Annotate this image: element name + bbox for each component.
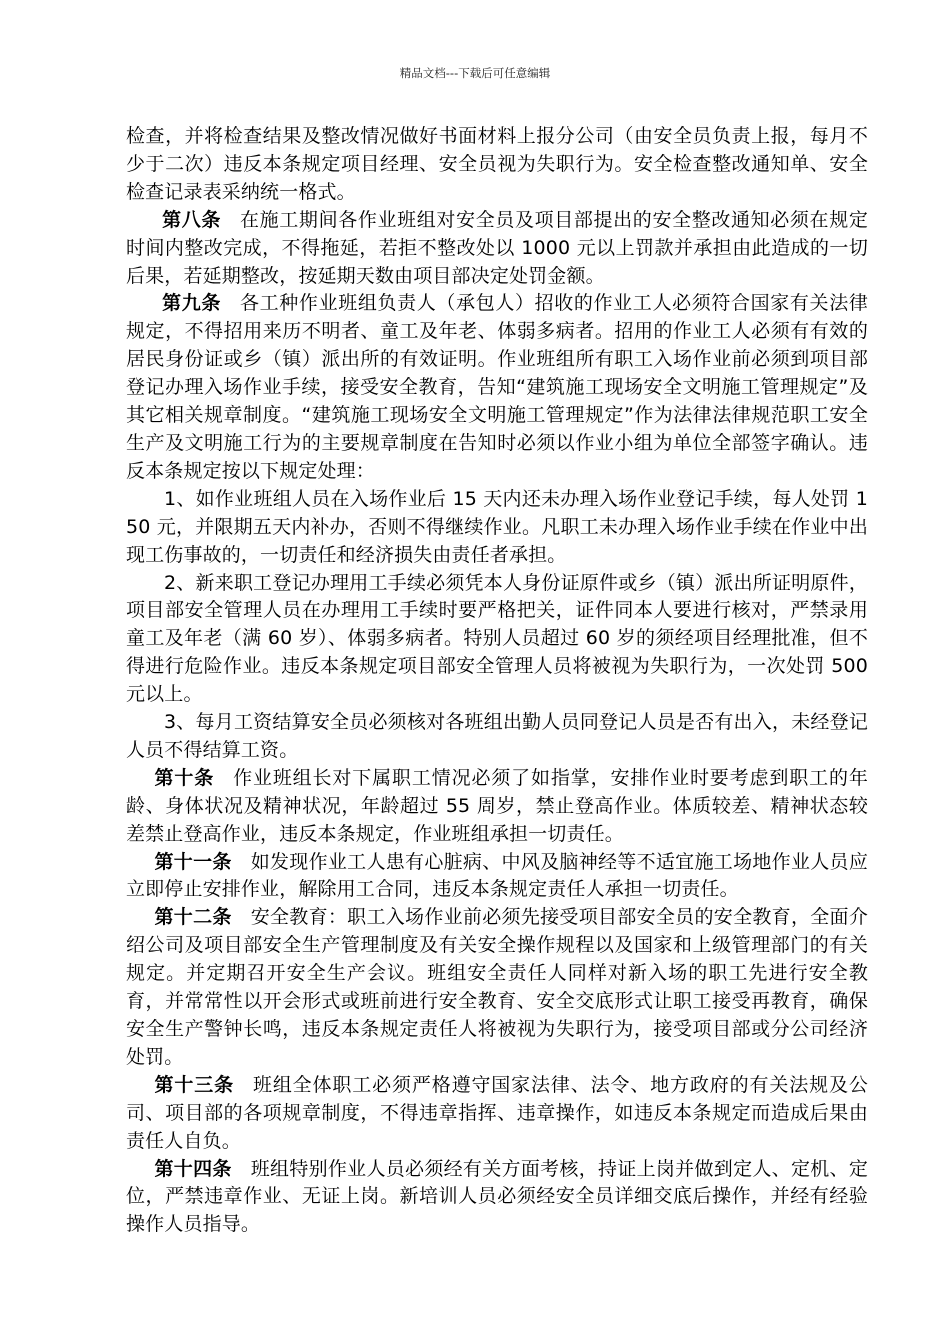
article-text: 作业班组长对下属职工情况必须了如指掌，安排作业时要考虑到职工的年龄、身体状况及精神状况，年龄超过 55 周岁，禁止登高作业。体质较差、精神状态较差禁止登高作业，违反本条规定，作业班组承担一切责任。 xyxy=(126,766,868,845)
article-text: 班组特别作业人员必须经有关方面考核，持证上岗并做到定人、定机、定位，严禁违章作业、无证上岗。新培训人员必须经安全员详细交底后操作，并经有经验操作人员指导。 xyxy=(126,1157,868,1236)
clause-3 xyxy=(126,709,868,765)
clause-text: 2、新来职工登记办理用工手续必须凭本人身份证原件或乡（镇）派出所证明原件，项目部安全管理人员在办理用工手续时要严格把关，证件同本人要进行核对，严禁录用童工及年老（满 60 岁）、体弱多病者。特别人员超过 60 岁的须经项目经理批准，但不得进行危险作业。违反本条规定项目部安全管理人员将被视为失职行为，一次处罚 500 元以上。 xyxy=(126,571,868,706)
article-text: 如发现作业工人患有心脏病、中风及脑神经等不适宜施工场地作业人员应立即停止安排作业，解除用工合同，违反本条规定责任人承担一切责任。 xyxy=(126,850,868,901)
article-label: 第八条 xyxy=(162,208,222,231)
paragraph-text: 检查，并将检查结果及整改情况做好书面材料上报分公司（由安全员负责上报，每月不少于二次）违反本条规定项目经理、安全员视为失职行为。安全检查整改通知单、安全检查记录表采纳统一格式。 xyxy=(126,125,868,203)
page-header: 精品文档---下载后可任意编辑 xyxy=(399,66,551,80)
article-8 xyxy=(126,207,868,291)
article-text: 班组全体职工必须严格遵守国家法律、法令、地方政府的有关法规及公司、项目部的各项规章制度，不得违章指挥、违章操作，如违反本条规定而造成后果由责任人自负。 xyxy=(126,1073,868,1152)
document-body xyxy=(126,123,868,1239)
article-13 xyxy=(126,1072,868,1156)
article-11 xyxy=(126,849,868,905)
article-9 xyxy=(126,290,868,485)
clause-text: 1、如作业班组人员在入场作业后 15 天内还未办理入场作业登记手续，每人处罚 150 元，并限期五天内补办，否则不得继续作业。凡职工未办理入场作业手续在作业中出现工伤事故的，一切责任和经济损失由责任者承担。 xyxy=(126,487,868,566)
clause-text: 3、每月工资结算安全员必须核对各班组出勤人员同登记人员是否有出入，未经登记人员不得结算工资。 xyxy=(126,711,868,761)
article-label: 第九条 xyxy=(162,292,222,315)
clause-1 xyxy=(126,486,868,570)
paragraph-continuation xyxy=(126,123,868,207)
article-10 xyxy=(126,765,868,849)
article-label: 第十条 xyxy=(154,766,215,789)
article-text: 各工种作业班组负责人（承包人）招收的作业工人必须符合国家有关法律规定，不得招用来历不明者、童工及年老、体弱多病者。招用的作业工人必须有有效的居民身份证或乡（镇）派出所的有效证明。作业班组所有职工入场作业前必须到项目部登记办理入场作业手续，接受安全教育，告知“建筑施工现场安全文明施工管理规定”及其它相关规章制度。“建筑施工现场安全文明施工管理规定”作为法律法律规范职工安全生产及文明施工行为的主要规章制度在告知时必须以作业小组为单位全部签字确认。违反本条规定按以下规定处理： xyxy=(126,292,868,482)
article-label: 第十二条 xyxy=(154,906,232,929)
article-14 xyxy=(126,1156,868,1240)
article-text: 安全教育：职工入场作业前必须先接受项目部安全员的安全教育，全面介绍公司及项目部安全生产管理制度及有关安全操作规程以及国家和上级管理部门的有关规定。并定期召开安全生产会议。班组安全责任人同样对新入场的职工先进行安全教育，并常常性以开会形式或班前进行安全教育、安全交底形式让职工接受再教育，确保安全生产警钟长鸣，违反本条规定责任人将被视为失职行为，接受项目部或分公司经济处罚。 xyxy=(126,906,868,1068)
article-label: 第十四条 xyxy=(154,1157,232,1180)
article-text: 在施工期间各作业班组对安全员及项目部提出的安全整改通知必须在规定时间内整改完成，不得拖延，若拒不整改处以 1000 元以上罚款并承担由此造成的一切后果，若延期整改，按延期天数由项目部决定处罚金额。 xyxy=(126,208,868,287)
article-label: 第十三条 xyxy=(154,1073,234,1096)
clause-2 xyxy=(126,570,868,710)
article-label: 第十一条 xyxy=(154,850,232,873)
article-12 xyxy=(126,904,868,1071)
